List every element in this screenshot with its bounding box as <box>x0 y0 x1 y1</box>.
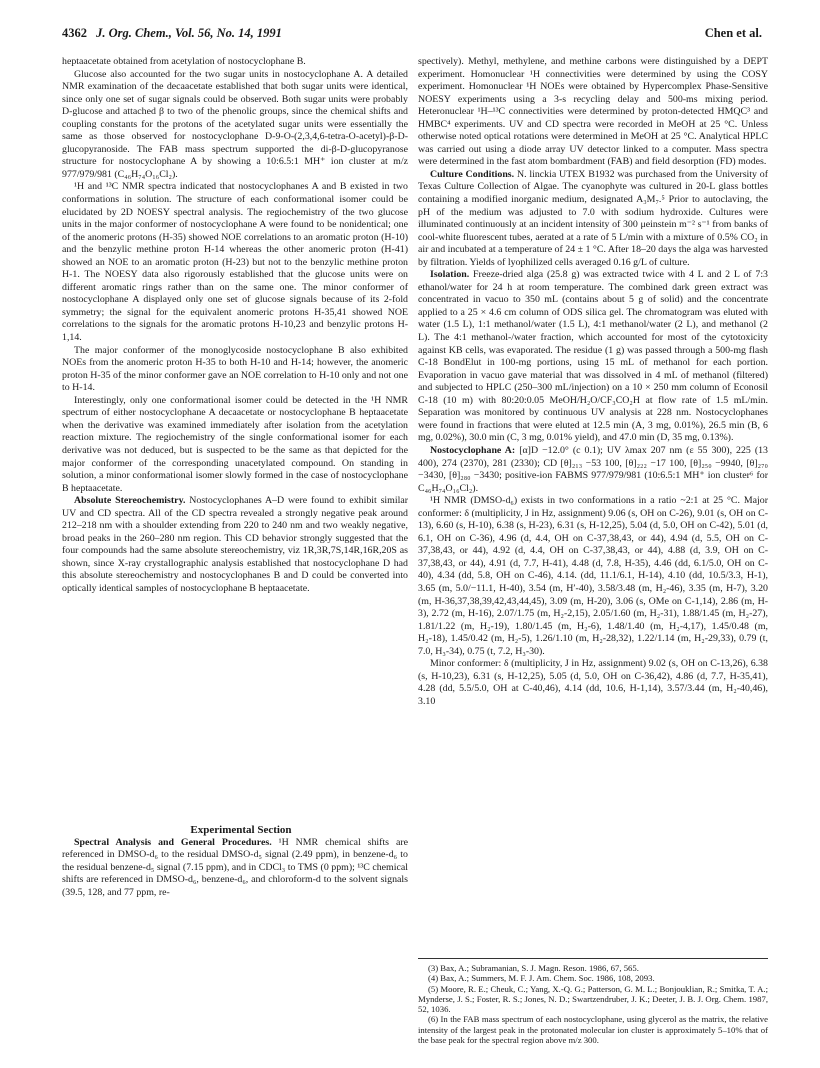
footnote: (6) In the FAB mass spectrum of each nostocyclophane, using glycerol as the matrix, the relative intensity of the largest peak in the protonated molecular ion cluster is approximately 5–10% that of the base peak for the spectral region above m/z 300. <box>418 1014 768 1046</box>
paragraph-isolation <box>418 269 768 445</box>
page-number: 4362 <box>62 26 87 40</box>
left-column <box>62 56 408 804</box>
paragraph-text: Nostocyclophanes A–D were found to exhibit similar UV and CD spectra. All of the CD spectra revealed a strongly negative peak around 212–218 nm with a shoulder extending from 220 to 240 nm and two weakly negative, broad peaks in the 260–280 nm region. This CD behavior strongly suggested that the four compounds had the same absolute stereochemistry, viz 1R,3R,7S,14R,16R,20S as shown, since X-ray crystallographic analysis established that nostocyclophane D had this absolute stereochemistry and nostocyclophanes B and D could be converted into optically identical samples of nostocyclophane B heptaacetate. <box>62 495 409 594</box>
journal-reference: J. Org. Chem., Vol. 56, No. 14, 1991 <box>96 26 282 40</box>
paragraph-nmr-minor: Minor conformer: δ (multiplicity, J in Hz, assignment) 9.02 (s, OH on C-13,26), 6.38 (s, H-10,23), 6.31 (s, H-12,25), 5.05 (d, 5.0, OH on C-36,42), 4.86 (d, 7.7, H-35,41), 4.28 (dd, 5.5/5.0, OH at C-40,46), 4.14 (dd, 10.6, H-1,14), 3.57/3.44 (m, H₂-40,46), 3.10 <box>418 658 768 707</box>
paragraph-absolute-stereochemistry <box>62 495 408 595</box>
paragraph-spectral-analysis <box>62 837 408 900</box>
footnote: (5) Moore, R. E.; Cheuk, C.; Yang, X.-Q. G.; Patterson, G. M. L.; Bonjouklian, R.; Smitka, T. A.; Mynderse, J. S.; Foster, R. S.; Jones, N. D.; Swartzendruber, J. K.; Deeter, J. B. J. Org. Chem. 1987, 52, 1036. <box>418 983 768 1015</box>
paragraph: Interestingly, only one conformational isomer could be detected in the ¹H NMR spectrum of either nostocyclophane A decaacetate or nostocyclophane B heptaacetate when the derivative was examined immediately after isolation from the acetylation reaction mixture. The regiochemistry of the single conformational isomer for each derivative was not deduced, but is suspected to be the same as that depicted for the major conformer of the corresponding unacetylated compound. On standing in solution, a minor conformational isomer slowly formed in the case of nostocyclophane B heptaacetate. <box>62 394 408 494</box>
runin-heading: Spectral Analysis and General Procedures. <box>74 836 272 848</box>
paragraph-text: Freeze-dried alga (25.8 g) was extracted twice with 4 L and 2 L of 7:3 ethanol/water for 24 h at room temperature. The combined dark green extract was concentrated in vacuo to 350 mL (contains about 5 g of solid) and the concentrate applied to a 25 × 4.6 cm column of ODS silica gel. The chromatogram was eluted with water (1.5 L), 1:1 methanol/water (1.5 L), 4:1 methanol/water (2 L), and methanol (2 L). The 4:1 methanol-/water fraction, which accounted for most of the cytotoxicity against KB cells, was evaporated. The residue (1 g) was passed through a 500-mg flash C-18 BondElut in 100-mg portions, using 15 mL of methanol for each portion. Evaporation in vacuo gave material that was dissolved in 4 mL of methanol (filtered) and subjected to HPLC (250–300 mL/injection) on a 10 × 250 mm column of Econosil C-18 (10 m) with 80:20:0.05 MeOH/H₂O/CF₃CO₂H at flow rate of 1.5 mL/min. Separation was monitored by continuous UV analysis at 228 nm. Nostocyclophanes were found in fractions that were eluted at 12.5 min (A, 3 mg, 0.01%), 26.5 min (B, 6 mg, 0.02%), 30.0 min (C, 3 mg, 0.01% yield), and 47.0 min (D, 35 mg, 0.13%). <box>418 269 768 444</box>
right-column <box>418 56 768 950</box>
paragraph: Glucose also accounted for the two sugar units in nostocyclophane A. A detailed NMR examination of the decaacetate established that both sugar units were identical, since only one set of sugar signals could be observed. Both sugar units were probably D-glucose and attached β to two of the phenolic groups, since the chemical shifts and coupling constants for the protons of the acetylated sugar units were essentially the same as those observed for nostocyclophane D-9-O-(2,3,4,6-tetra-O-acetyl)-β-D-glucopyranoside. The FAB mass spectrum supported the di-β-D-glucopyranose structure for nostocyclophane A by showing a 10:6.5:1 MH⁺ ion cluster at m/z 977/979/981 (C₄₆H₇₄O₁₆Cl₂). <box>62 68 408 180</box>
experimental-section <box>62 824 408 899</box>
footnote: (3) Bax, A.; Subramanian, S. J. Magn. Reson. 1986, 67, 565. <box>428 963 639 973</box>
running-head-left <box>62 26 288 41</box>
running-head-authors: Chen et al. <box>704 26 762 40</box>
paragraph: spectively). Methyl, methylene, and methine carbons were distinguished by a DEPT experiment. Homonuclear ¹H connectivities were determined by using the COSY experiment. Homonuclear ¹H NOEs were obtained by Hypercomplex Phase-Sensitive NOESY experiments using a 3-s recycling delay and 500-ms mixing period. Heteronuclear ¹H–¹³C connectivities were determined by proton-detected HMQC³ and HMBC⁴ experiments. UV and CD spectra were recorded in MeOH at 25 °C. Unless otherwise noted optical rotations were determined in MeOH at 25 °C. Analytical HPLC was carried out using a diode array UV detector linked to a computer. Mass spectra were determined in the fast atom bombardment (FAB) and field desorption (FD) modes. <box>418 56 768 168</box>
running-head <box>62 26 762 44</box>
runin-heading: Absolute Stereochemistry. <box>74 495 186 507</box>
paragraph-nmr-major: ¹H NMR (DMSO-d₆) exists in two conformations in a ratio ~2:1 at 25 °C. Major conformer: δ (multiplicity, J in Hz, assignment) 9.06 (s, OH on C-26), 9.01 (s, OH on C-13), 6.60 (s, H-10), 6.38 (s, H-23), 6.31 (s, H-12,25), 5.04 (d, 5.0, OH on C-42), 5.01 (d, 6.1, OH on C-36), 4.96 (d, 4.4, OH on C-37,38,43, or 44), 4.94 (d, 5.5, OH on C-37,38,43, or 44), 4.92 (d, 4.4, OH on C-37,38,43, or 44), 4.88 (d, 3.9, OH on C-37,38,43, or 44), 4.91 (d, 7.7, H-41), 4.48 (d, 7.8, H-35), 4.46 (dd, 6.1/5.0, OH on C-40), 4.34 (dd, 5.8, OH on C-46), 4.14. (dd, 11.1/6.1, H-14), 4.10 (dd, 10.5/3.3, H-1), 3.65 (m, 5.0/−11.1, H-40), 3.54 (m, H′-40), 3.58/3.48 (m, H₂-46), 3.35 (m, H-7), 3.20 (m, H-36,37,38,39,42,43,44,45), 3.09 (m, H-20), 3.06 (s, OMe on C-1,14), 2.86 (m, H-3), 2.72 (m, H-16), 2.07/1.75 (m, H₂-2,15), 2.05/1.60 (m, H₂-31), 1.88/1.45 (m, H₂-27), 1.81/1.22 (m, H₂-19), 1.80/1.45 (m, H₂-6), 1.48/1.40 (m, H₂-4,17), 1.45/0.48 (m, H₂-18), 1.45/0.42 (m, H₂-5), 1.26/1.10 (m, H₂-28,32), 1.22/1.14 (m, H₂-29,33), 0.79 (t, 7.0, H₃-34), 0.75 (t, 7.2, H₃-30). <box>418 495 768 657</box>
paragraph-text: N. linckia UTEX B1932 was purchased from the University of Texas Culture Collection of Algae. The cyanophyte was cultured in 20-L glass bottles containing a modified inorganic medium, designated A₃M₇.⁵ Prior to autoclaving, the pH of the medium was adjusted to 7.0 with sodium hydroxide. Cultures were illuminated continuously at an incident intensity of 300 μeinstein m⁻² s⁻¹ from banks of cool-white fluorescent tubes, aerated at a rate of 5 L/min with a mixture of 0.5% CO₂ in air and incubated at a temperature of 24 ± 1 °C. After 18–20 days the alga was harvested by filtration. Yields of lyophilized cells averaged 0.16 g/L of culture. <box>418 168 769 268</box>
paragraph-culture-conditions <box>418 169 768 269</box>
paragraph-text: [α]D −12.0° (c 0.1); UV λmax 207 nm (ε 55 300), 225 (13 400), 274 (2370), 281 (2330); CD [θ]₂₁₃ −53 100, [θ]₂₂₂ −17 100, [θ]₂₅₀ −9940, [θ]₂₇₀ −3430, [θ]₂₈₀ −3430; positive-ion FABMS 977/979/981 (10:6.5:1 MH⁺ ion cluster⁶ for C₄₆H₇₄O₁₆Cl₂). <box>418 444 768 494</box>
section-title: Experimental Section <box>190 824 292 836</box>
paragraph-nostocyclophane-a <box>418 445 768 495</box>
runin-heading: Culture Conditions. <box>430 168 515 180</box>
paragraph: ¹H and ¹³C NMR spectra indicated that nostocyclophanes A and B existed in two conformations in solution. The structure of each conformational isomer could be elucidated by 2D NOESY spectral analysis. The regiochemistry of the two glucose units in the major conformer of nostocyclophane A were found to be nonidentical; one of the anomeric protons (H-35) showed NOE correlations to an aromatic proton (H-10) and the benzylic methine proton H-14 whereas the other anomeric proton (H-41) showed an NOE to an aromatic proton (H-23) but not to the benzylic methine proton H-1. The NOESY data also rigorously established that the glucose units were on different aromatic rings rather than on the same one. The minor conformer of nostocyclophane A displayed only one set of glucose signals because of its 2-fold symmetry; the signal for the equivalent anomeric protons H-35,41 showed NOE correlations to the signals for the aromatic protons H-10,23 and benzylic protons H-1,14. <box>62 181 408 344</box>
runin-heading: Nostocyclophane A: <box>430 444 516 456</box>
paragraph: The major conformer of the monoglycoside nostocyclophane B also exhibited NOEs from the anomeric proton H-35 to both H-10 and H-14; however, the anomeric proton H-35 of the minor conformer gave an NOE correlation to H-10 only and not one to H-14. <box>62 344 408 394</box>
paragraph-text: ¹H NMR chemical shifts are referenced in DMSO-d₆ to the residual DMSO-d₅ signal (2.49 ppm), in benzene-d₆ to the residual benzene-d₅ signal (7.15 ppm), and in CDCl₃ to TMS (0 ppm); ¹³C chemical shifts are referenced in DMSO-d₆, benzene-d₆, and chloroform-d to the solvent signals (39.5, 128, and 77 ppm, re- <box>62 836 409 898</box>
paragraph: heptaacetate obtained from acetylation of nostocyclophane B. <box>62 56 306 67</box>
footnotes <box>418 958 768 1045</box>
runin-heading: Isolation. <box>430 269 470 281</box>
footnote: (4) Bax, A.; Summers, M. F. J. Am. Chem. Soc. 1986, 108, 2093. <box>428 973 655 984</box>
